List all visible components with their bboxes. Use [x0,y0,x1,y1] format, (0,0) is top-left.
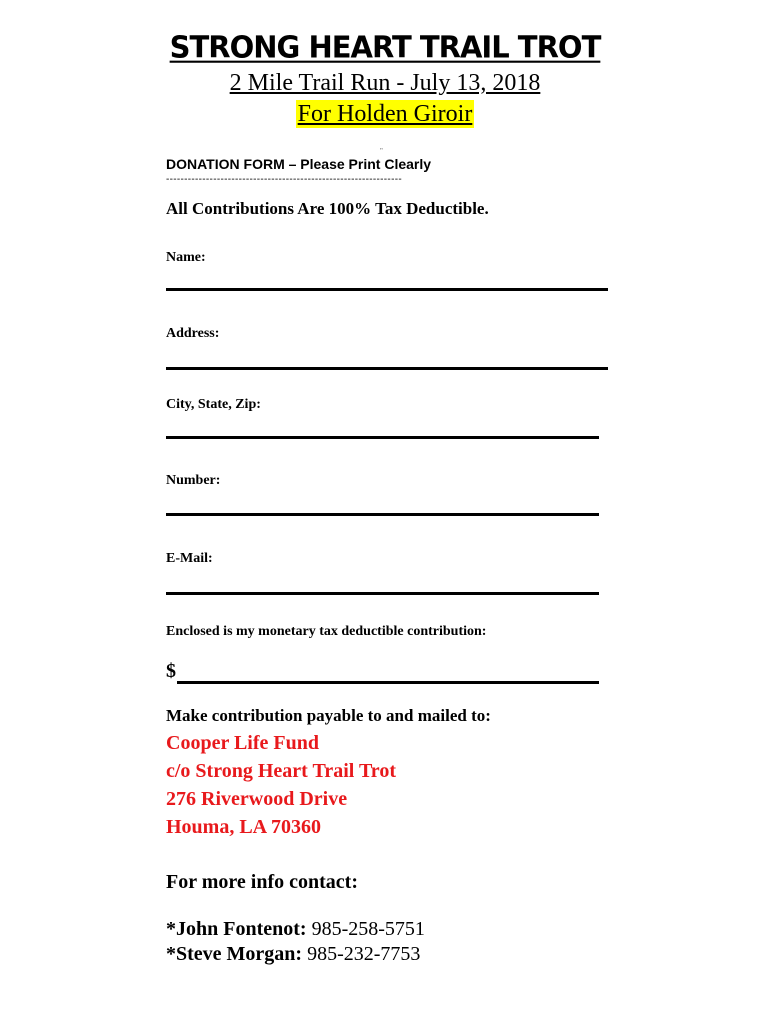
contact-heading: For more info contact: [166,871,358,893]
honoree-highlight: For Holden Giroir [297,101,473,127]
form-heading: DONATION FORM – Please Print Clearly [166,156,432,172]
mailing-address-line: 276 Riverwood Drive [166,788,348,810]
address-field-line[interactable] [166,367,608,370]
name-label: Name: [166,250,206,265]
mailing-address-line: Cooper Life Fund [166,732,319,754]
contact-entry [166,918,425,941]
email-field-line[interactable] [166,592,599,595]
currency-symbol: $ [166,660,176,682]
contribution-label: Enclosed is my monetary tax deductible contribution: [166,624,487,639]
tax-deductible-note: All Contributions Are 100% Tax Deductible. [166,199,489,218]
payable-instruction: Make contribution payable to and mailed to: [166,706,491,725]
contact-phone: 985-232-7753 [307,943,421,965]
event-subtitle: 2 Mile Trail Run - July 13, 2018 [229,70,541,96]
contact-entry [166,943,420,966]
page-title: STRONG HEART TRAIL TROT [169,29,601,65]
email-label: E-Mail: [166,551,213,566]
city-state-zip-field-line[interactable] [166,436,599,439]
number-label: Number: [166,473,221,488]
contact-name: *John Fontenot: [166,918,307,940]
mailing-address-line: c/o Strong Heart Trail Trot [166,760,396,782]
honoree-line [0,100,770,128]
small-mark: " [380,147,383,155]
number-field-line[interactable] [166,513,599,516]
dashed-separator: ----------------------------------------------------------------- [166,174,402,185]
amount-field-line[interactable] [177,681,599,684]
city-state-zip-label: City, State, Zip: [166,397,261,412]
contact-phone: 985-258-5751 [311,918,425,940]
address-label: Address: [166,326,220,341]
name-field-line[interactable] [166,288,608,291]
contact-name: *Steve Morgan: [166,943,303,965]
mailing-address-line: Houma, LA 70360 [166,816,322,838]
